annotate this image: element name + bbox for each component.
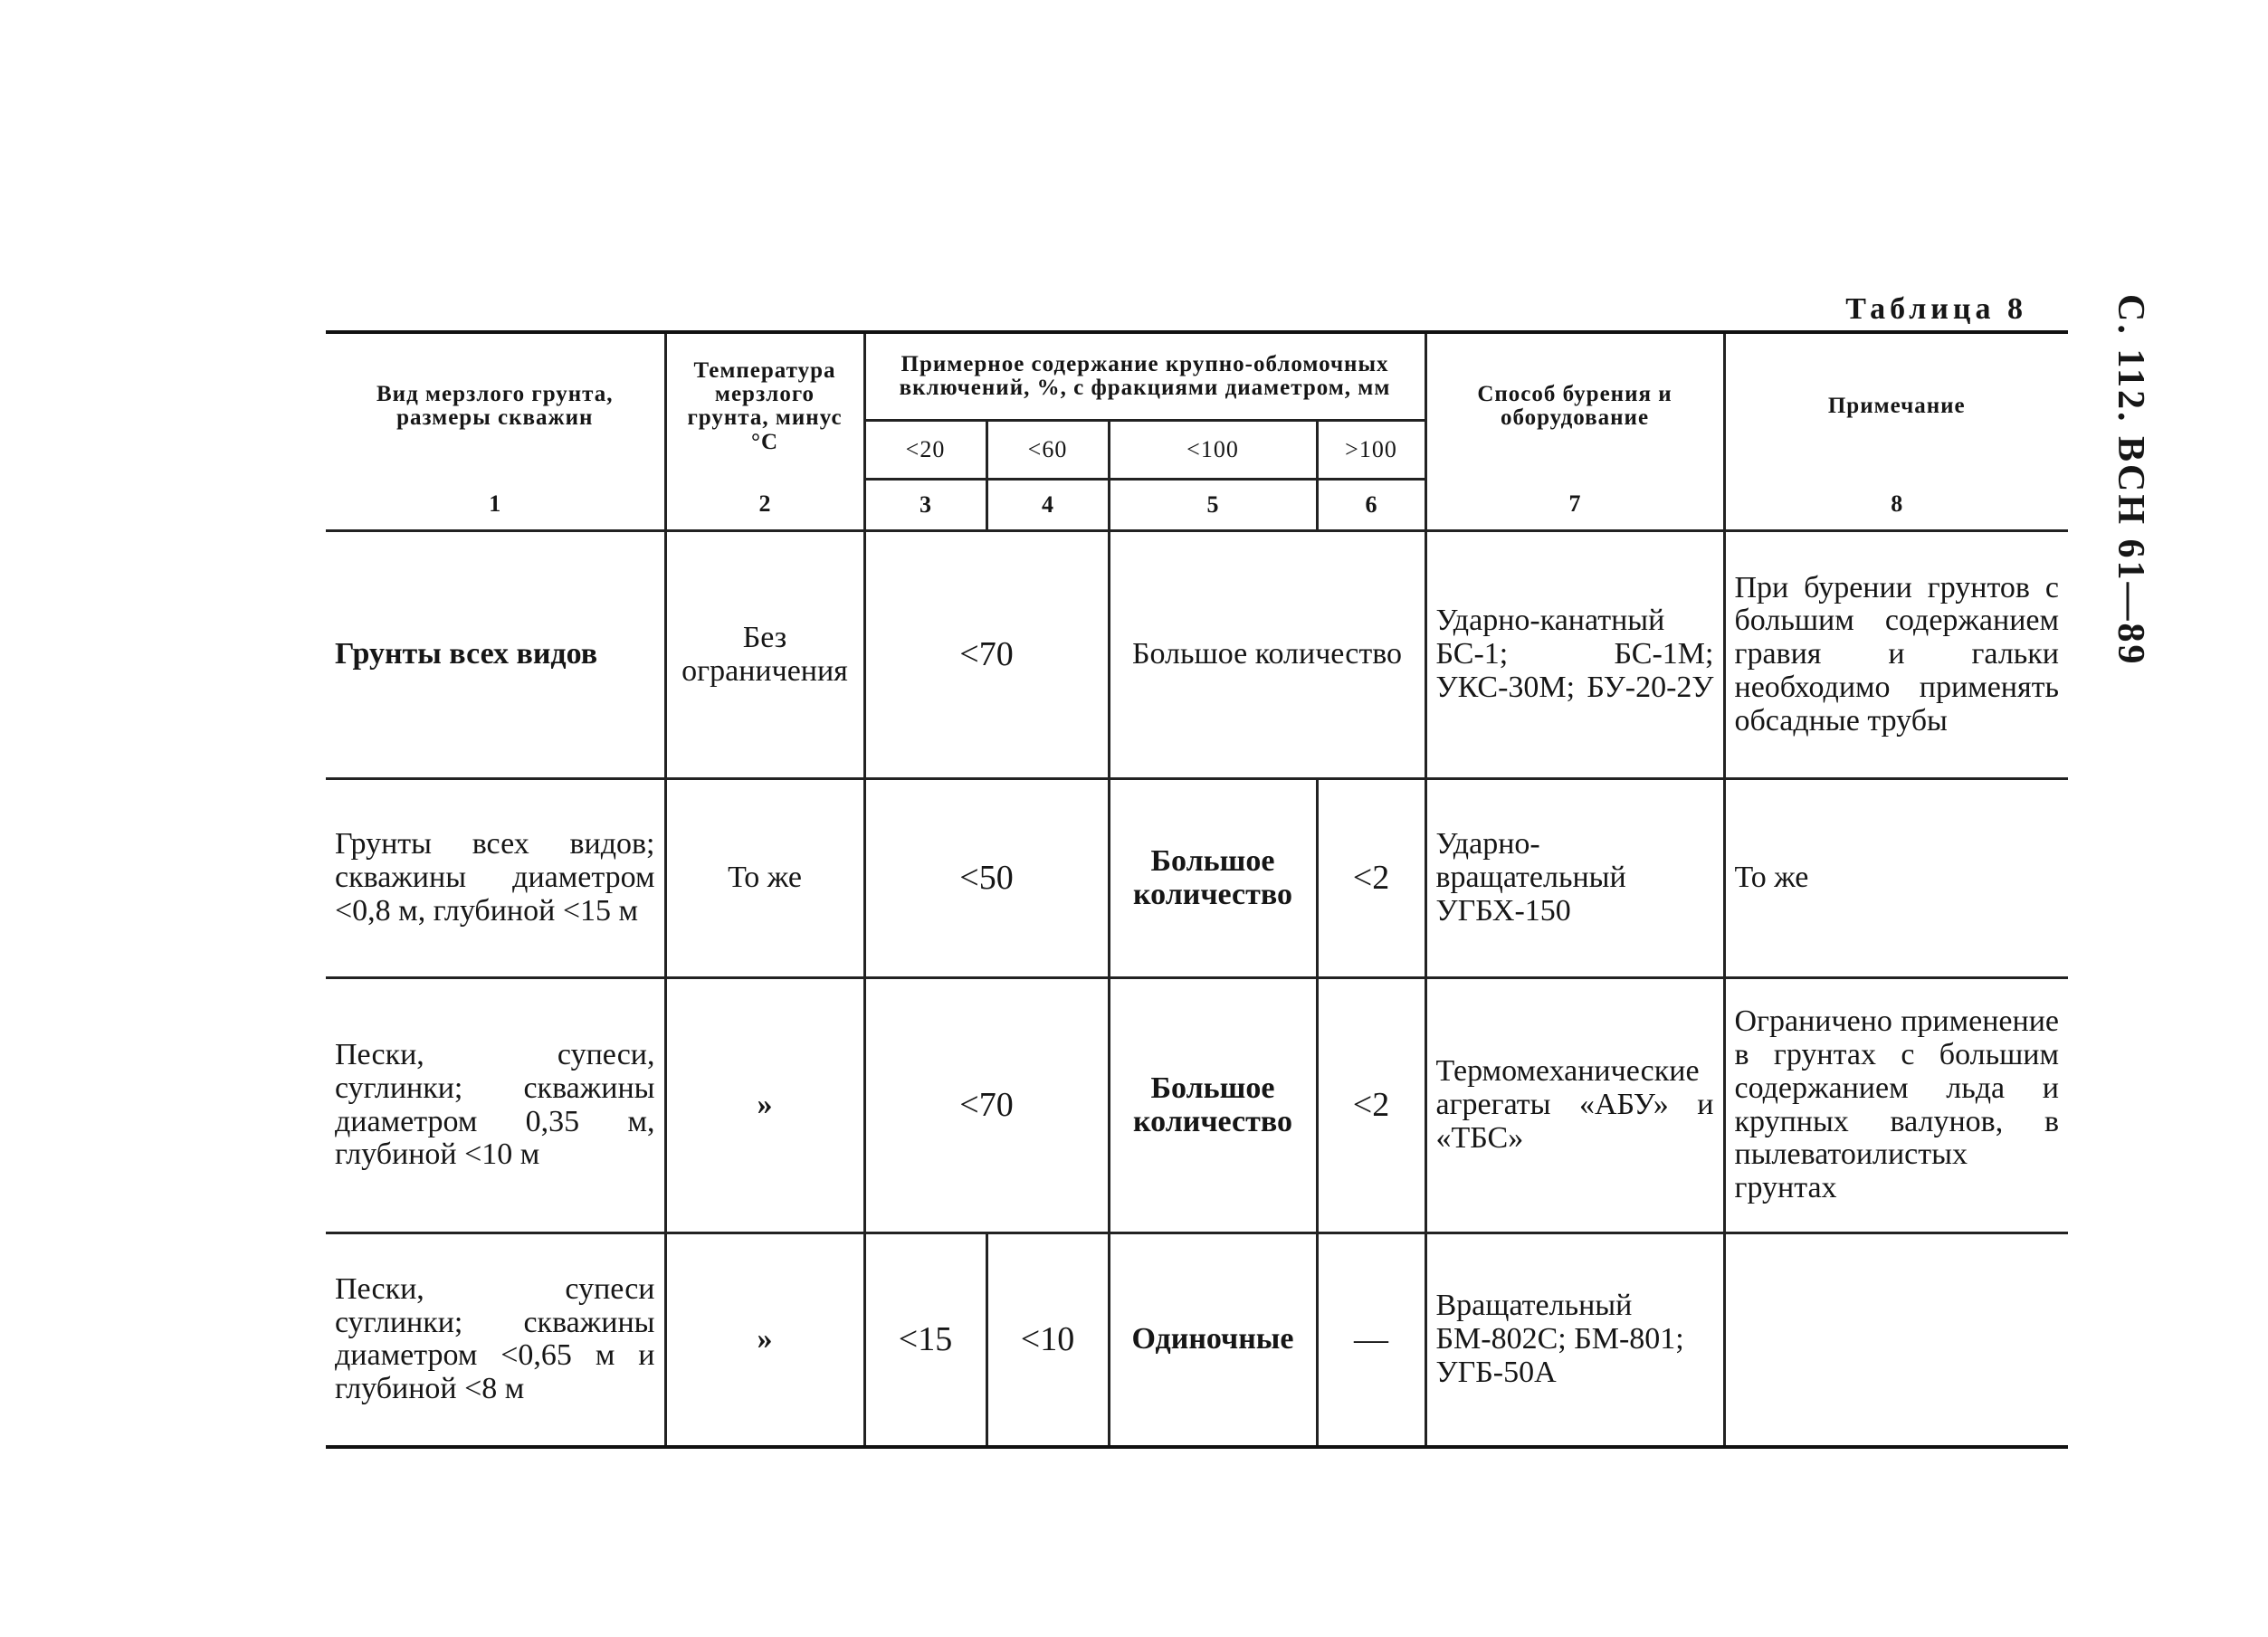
cell-soil: Пески, супеси, суглинки; скважины диаметром 0,35 м, глубиной <10 м	[326, 978, 665, 1233]
cell-fraction-lt100: Одиночные	[1109, 1233, 1317, 1447]
table-row	[326, 779, 2068, 978]
column-number: 1	[326, 480, 665, 531]
cell-note: Ограничено применение в грунтах с большим содержанием льда и крупных валунов, в пылеватоилистых грунтах	[1724, 978, 2068, 1233]
header-fraction-gt100: >100	[1317, 421, 1425, 480]
cell-soil: Грунты всех видов	[326, 531, 665, 779]
cell-method: Вращательный БМ-802С; БМ-801; УГБ-50А	[1425, 1233, 1724, 1447]
column-number: 4	[986, 480, 1109, 531]
cell-soil: Грунты всех видов; скважины диаметром <0,8 м, глубиной <15 м	[326, 779, 665, 978]
header-inclusions-group: Примерное содержание крупно-обломочных включений, %, с фракциями диаметром, мм	[864, 332, 1425, 421]
cell-fraction-lt20: <15	[864, 1233, 986, 1447]
cell-temperature: То же	[665, 779, 864, 978]
cell-fraction-lt100: Большое количество	[1109, 779, 1317, 978]
column-number: 8	[1724, 480, 2068, 531]
cell-fractions-3-4: <70	[864, 978, 1109, 1233]
column-number: 7	[1425, 480, 1724, 531]
cell-fraction-gt100: —	[1317, 1233, 1425, 1447]
header-fraction-lt60: <60	[986, 421, 1109, 480]
cell-note: При бурении грунтов с большим содержанием гравия и гальки необходимо применять обсадные трубы	[1724, 531, 2068, 779]
cell-fractions-5-6: Большое количество	[1109, 531, 1425, 779]
cell-temperature: »	[665, 1233, 864, 1447]
header-fraction-lt20: <20	[864, 421, 986, 480]
cell-note	[1724, 1233, 2068, 1447]
table-caption: Таблица 8	[1845, 292, 2027, 326]
table-row	[326, 978, 2068, 1233]
cell-method: Ударно-канатный БС-1; БС-1М; УКС-30М; БУ-20-2У	[1425, 531, 1724, 779]
cell-temperature: Без ограничения	[665, 531, 864, 779]
column-number: 2	[665, 480, 864, 531]
header-fraction-lt100: <100	[1109, 421, 1317, 480]
table-row	[326, 1233, 2068, 1447]
cell-fractions-3-4: <50	[864, 779, 1109, 978]
cell-note: То же	[1724, 779, 2068, 978]
header-note: Примечание	[1724, 332, 2068, 480]
cell-fraction-gt100: <2	[1317, 779, 1425, 978]
drilling-methods-table	[326, 330, 2068, 1449]
header-temperature: Температура мерзлого грунта, минус °С	[665, 332, 864, 480]
cell-soil: Пески, супеси суглинки; скважины диаметром <0,65 м и глубиной <8 м	[326, 1233, 665, 1447]
column-number: 5	[1109, 480, 1317, 531]
cell-fraction-lt60: <10	[986, 1233, 1109, 1447]
page-side-header: С. 112. ВСН 61—89	[2110, 294, 2151, 667]
cell-method: Ударно-вращательный УГБХ-150	[1425, 779, 1724, 978]
header-drilling-method: Способ бурения и оборудование	[1425, 332, 1724, 480]
column-number: 6	[1317, 480, 1425, 531]
cell-fraction-gt100: <2	[1317, 978, 1425, 1233]
cell-fractions-3-4: <70	[864, 531, 1109, 779]
cell-method: Термомеханические агрегаты «АБУ» и «ТБС»	[1425, 978, 1724, 1233]
table-row	[326, 531, 2068, 779]
cell-fraction-lt100: Большое количество	[1109, 978, 1317, 1233]
cell-temperature: »	[665, 978, 864, 1233]
column-number: 3	[864, 480, 986, 531]
header-soil-type: Вид мерзлого грунта, размеры скважин	[326, 332, 665, 480]
